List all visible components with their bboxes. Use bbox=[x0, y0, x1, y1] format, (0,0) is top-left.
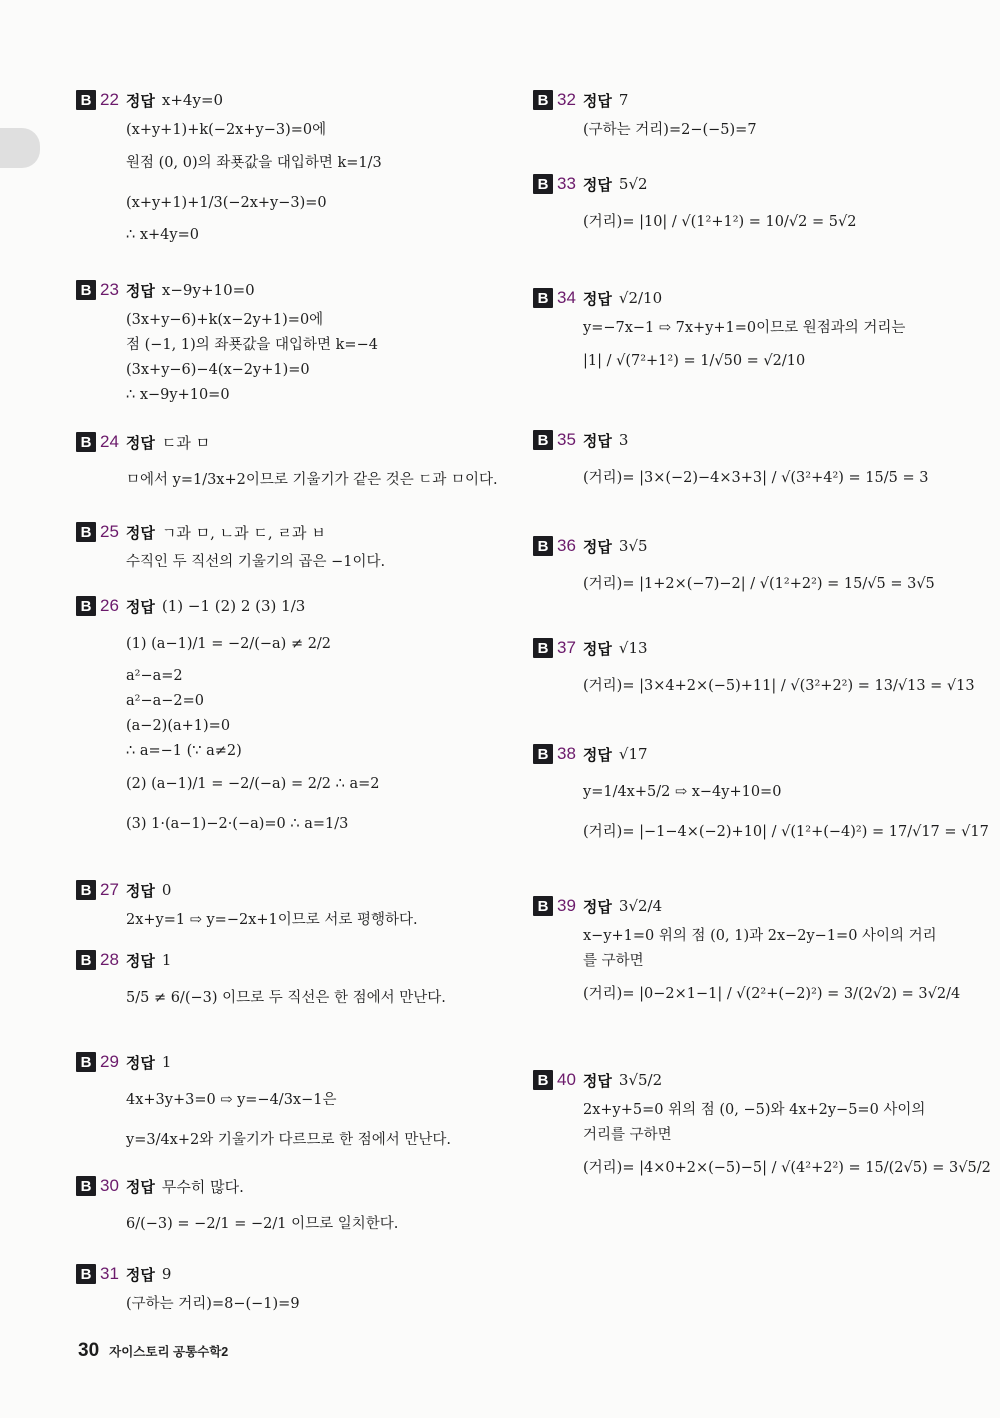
answer-value: x−9y+10=0 bbox=[161, 281, 255, 299]
solution-line: 를 구하면 bbox=[583, 953, 644, 969]
answer-label: 정답 bbox=[582, 432, 612, 450]
edge-tab bbox=[0, 128, 40, 168]
level-badge: B bbox=[533, 1070, 553, 1090]
solution-body bbox=[583, 924, 960, 1014]
solution-line: (3) 1·(a−1)−2·(−a)=0 ∴ a=1/3 bbox=[126, 816, 349, 832]
problem-number: 27 bbox=[100, 880, 119, 899]
solution-line: (a−2)(a+1)=0 bbox=[126, 718, 231, 734]
solution-line: (1) (a−1)/1 = −2/(−a) ≠ 2/2 bbox=[126, 636, 332, 652]
answer-value: 3√2/4 bbox=[618, 897, 663, 915]
problem-header bbox=[533, 534, 935, 558]
level-badge: B bbox=[76, 596, 96, 616]
solution-line: (거리)= |3×4+2×(−5)+11| / √(3²+2²) = 13/√13 = √13 bbox=[583, 678, 975, 694]
problem-header bbox=[533, 88, 757, 112]
problem-29 bbox=[76, 1050, 451, 1160]
problem-number: 40 bbox=[557, 1070, 576, 1089]
level-badge: B bbox=[76, 950, 96, 970]
problem-header bbox=[76, 948, 446, 972]
problem-header bbox=[76, 278, 378, 302]
solution-line: x−y+1=0 위의 점 (0, 1)과 2x−2y−1=0 사이의 거리 bbox=[583, 928, 937, 944]
solution-line: 4x+3y+3=0 ⇨ y=−4/3x−1은 bbox=[126, 1092, 337, 1108]
problem-32 bbox=[533, 88, 757, 143]
solution-line: ∴ a=−1 (∵ a≠2) bbox=[126, 743, 242, 759]
problem-header bbox=[76, 520, 385, 544]
problem-header bbox=[76, 594, 380, 618]
answer-label: 정답 bbox=[582, 898, 612, 916]
answer-label: 정답 bbox=[125, 524, 155, 542]
problem-header bbox=[76, 1262, 300, 1286]
solution-line: (구하는 거리)=8−(−1)=9 bbox=[126, 1296, 300, 1312]
problem-number: 33 bbox=[557, 174, 576, 193]
solution-line: 5/5 ≠ 6/(−3) 이므로 두 직선은 한 점에서 만난다. bbox=[126, 990, 446, 1006]
problem-39 bbox=[533, 894, 960, 1014]
problem-header bbox=[533, 286, 905, 310]
problem-header bbox=[533, 894, 960, 918]
answer-label: 정답 bbox=[582, 538, 612, 556]
problem-30 bbox=[76, 1174, 398, 1244]
solution-body bbox=[126, 1204, 398, 1244]
problem-number: 34 bbox=[557, 288, 576, 307]
solution-body bbox=[126, 460, 498, 500]
problem-number: 24 bbox=[100, 432, 119, 451]
level-badge: B bbox=[76, 432, 96, 452]
page-number: 30 bbox=[78, 1340, 100, 1361]
solution-line: (거리)= |−1−4×(−2)+10| / √(1²+(−4)²) = 17/√17 = √17 bbox=[583, 824, 989, 840]
answer-label: 정답 bbox=[125, 1266, 155, 1284]
problem-28 bbox=[76, 948, 446, 1018]
level-badge: B bbox=[533, 90, 553, 110]
solution-body bbox=[126, 908, 418, 933]
solution-line: (x+y+1)+1/3(−2x+y−3)=0 bbox=[126, 195, 327, 211]
solution-line: (3x+y−6)−4(x−2y+1)=0 bbox=[126, 362, 310, 378]
solution-body bbox=[126, 308, 378, 408]
problem-header bbox=[533, 1068, 991, 1092]
solution-line: 6/(−3) = −2/1 = −2/1 이므로 일치한다. bbox=[126, 1216, 399, 1232]
problem-25 bbox=[76, 520, 385, 575]
solution-line: |1| / √(7²+1²) = 1/√50 = √2/10 bbox=[583, 353, 806, 369]
solution-body bbox=[126, 550, 385, 575]
problem-number: 25 bbox=[100, 522, 119, 541]
level-badge: B bbox=[76, 90, 96, 110]
problem-number: 37 bbox=[557, 638, 576, 657]
problem-22 bbox=[76, 88, 382, 248]
answer-label: 정답 bbox=[125, 434, 155, 452]
solution-line: a²−a−2=0 bbox=[126, 693, 205, 709]
level-badge: B bbox=[76, 522, 96, 542]
solution-line: y=3/4x+2와 기울기가 다르므로 한 점에서 만난다. bbox=[126, 1132, 451, 1148]
page-footer bbox=[78, 1340, 228, 1362]
solution-line: (2) (a−1)/1 = −2/(−a) = 2/2 ∴ a=2 bbox=[126, 776, 380, 792]
answer-value: 1 bbox=[161, 1053, 172, 1071]
solution-line: (거리)= |1+2×(−7)−2| / √(1²+2²) = 15/√5 = 3√5 bbox=[583, 576, 935, 592]
problem-number: 29 bbox=[100, 1052, 119, 1071]
problem-header bbox=[76, 88, 382, 112]
answer-value: 3√5/2 bbox=[618, 1071, 663, 1089]
problem-26 bbox=[76, 594, 380, 844]
problem-31 bbox=[76, 1262, 300, 1317]
answer-label: 정답 bbox=[125, 882, 155, 900]
answer-label: 정답 bbox=[582, 176, 612, 194]
solution-line: 2x+y+5=0 위의 점 (0, −5)와 4x+2y−5=0 사이의 bbox=[583, 1102, 926, 1118]
solution-line: 거리를 구하면 bbox=[583, 1127, 672, 1143]
problem-36 bbox=[533, 534, 935, 604]
answer-value: √2/10 bbox=[618, 289, 663, 307]
answer-value: 9 bbox=[161, 1265, 172, 1283]
answer-label: 정답 bbox=[125, 1054, 155, 1072]
answer-label: 정답 bbox=[582, 92, 612, 110]
answer-label: 정답 bbox=[582, 746, 612, 764]
problem-number: 31 bbox=[100, 1264, 119, 1283]
answer-label: 정답 bbox=[582, 1072, 612, 1090]
problem-header bbox=[533, 428, 928, 452]
solution-line: y=−7x−1 ⇨ 7x+y+1=0이므로 원점과의 거리는 bbox=[583, 320, 906, 336]
solution-body bbox=[583, 666, 975, 706]
problem-number: 26 bbox=[100, 596, 119, 615]
problem-35 bbox=[533, 428, 928, 498]
solution-body bbox=[583, 316, 905, 381]
book-title: 자이스토리 공통수학2 bbox=[109, 1345, 229, 1359]
solution-body bbox=[583, 772, 989, 852]
answer-value: 3√5 bbox=[618, 537, 648, 555]
solution-line: ∴ x+4y=0 bbox=[126, 227, 199, 243]
level-badge: B bbox=[533, 288, 553, 308]
level-badge: B bbox=[533, 174, 553, 194]
problem-33 bbox=[533, 172, 856, 242]
solution-body bbox=[583, 1098, 991, 1188]
problem-header bbox=[76, 878, 418, 902]
problem-number: 28 bbox=[100, 950, 119, 969]
solution-line: 원점 (0, 0)의 좌푯값을 대입하면 k=1/3 bbox=[126, 155, 382, 171]
problem-header bbox=[533, 172, 856, 196]
level-badge: B bbox=[76, 880, 96, 900]
answer-value: ㄷ과 ㅁ bbox=[161, 433, 211, 452]
solution-body bbox=[126, 1080, 451, 1160]
solution-body bbox=[126, 978, 446, 1018]
solution-line: (3x+y−6)+k(x−2y+1)=0에 bbox=[126, 312, 324, 328]
problem-number: 23 bbox=[100, 280, 119, 299]
answer-label: 정답 bbox=[125, 1178, 155, 1196]
solution-body bbox=[126, 624, 380, 844]
answer-value: x+4y=0 bbox=[161, 91, 224, 109]
solution-body bbox=[126, 118, 382, 248]
problem-header bbox=[533, 742, 989, 766]
answer-value: 1 bbox=[161, 951, 172, 969]
answer-label: 정답 bbox=[582, 640, 612, 658]
problem-number: 32 bbox=[557, 90, 576, 109]
answer-label: 정답 bbox=[125, 598, 155, 616]
problem-23 bbox=[76, 278, 378, 408]
problem-number: 22 bbox=[100, 90, 119, 109]
level-badge: B bbox=[533, 744, 553, 764]
solution-line: (거리)= |10| / √(1²+1²) = 10/√2 = 5√2 bbox=[583, 214, 857, 230]
solution-line: a²−a=2 bbox=[126, 668, 183, 684]
solution-line: (거리)= |3×(−2)−4×3+3| / √(3²+4²) = 15/5 = 3 bbox=[583, 470, 929, 486]
answer-value: (1) −1 (2) 2 (3) 1/3 bbox=[161, 597, 306, 615]
problem-header bbox=[76, 430, 498, 454]
level-badge: B bbox=[533, 638, 553, 658]
problem-40 bbox=[533, 1068, 991, 1188]
solution-line: 점 (−1, 1)의 좌푯값을 대입하면 k=−4 bbox=[126, 337, 378, 353]
problem-header bbox=[76, 1174, 398, 1198]
answer-value: 5√2 bbox=[618, 175, 648, 193]
solution-body bbox=[583, 202, 856, 242]
level-badge: B bbox=[76, 1176, 96, 1196]
solution-line: (거리)= |4×0+2×(−5)−5| / √(4²+2²) = 15/(2√5) = 3√5/2 bbox=[583, 1160, 991, 1176]
solution-body bbox=[583, 564, 935, 604]
level-badge: B bbox=[76, 1264, 96, 1284]
problem-number: 30 bbox=[100, 1176, 119, 1195]
solution-line: ∴ x−9y+10=0 bbox=[126, 387, 230, 403]
answer-label: 정답 bbox=[125, 282, 155, 300]
answer-value: 7 bbox=[618, 91, 629, 109]
answer-label: 정답 bbox=[582, 290, 612, 308]
problem-number: 35 bbox=[557, 430, 576, 449]
answer-value: 무수히 많다. bbox=[161, 1177, 244, 1196]
problem-38 bbox=[533, 742, 989, 852]
level-badge: B bbox=[533, 536, 553, 556]
answer-value: 3 bbox=[618, 431, 629, 449]
answer-value: ㄱ과 ㅁ, ㄴ과 ㄷ, ㄹ과 ㅂ bbox=[161, 523, 326, 542]
level-badge: B bbox=[533, 896, 553, 916]
problem-header bbox=[76, 1050, 451, 1074]
problem-number: 36 bbox=[557, 536, 576, 555]
answer-value: √17 bbox=[618, 745, 648, 763]
solution-line: (구하는 거리)=2−(−5)=7 bbox=[583, 122, 757, 138]
solution-line: 수직인 두 직선의 기울기의 곱은 −1이다. bbox=[126, 554, 386, 570]
problem-number: 38 bbox=[557, 744, 576, 763]
answer-label: 정답 bbox=[125, 952, 155, 970]
solution-body bbox=[583, 118, 757, 143]
problem-number: 39 bbox=[557, 896, 576, 915]
answer-value: 0 bbox=[161, 881, 172, 899]
solution-line: (x+y+1)+k(−2x+y−3)=0에 bbox=[126, 122, 327, 138]
solution-line: ㅁ에서 y=1/3x+2이므로 기울기가 같은 것은 ㄷ과 ㅁ이다. bbox=[126, 472, 498, 488]
problem-34 bbox=[533, 286, 905, 381]
solution-line: 2x+y=1 ⇨ y=−2x+1이므로 서로 평행하다. bbox=[126, 912, 418, 928]
level-badge: B bbox=[76, 280, 96, 300]
answer-label: 정답 bbox=[125, 92, 155, 110]
solution-body bbox=[126, 1292, 300, 1317]
level-badge: B bbox=[76, 1052, 96, 1072]
solution-line: (거리)= |0−2×1−1| / √(2²+(−2)²) = 3/(2√2) = 3√2/4 bbox=[583, 986, 961, 1002]
problem-37 bbox=[533, 636, 975, 706]
solution-body bbox=[583, 458, 928, 498]
problem-header bbox=[533, 636, 975, 660]
problem-27 bbox=[76, 878, 418, 933]
level-badge: B bbox=[533, 430, 553, 450]
solution-line: y=1/4x+5/2 ⇨ x−4y+10=0 bbox=[583, 784, 782, 800]
problem-24 bbox=[76, 430, 498, 500]
answer-value: √13 bbox=[618, 639, 648, 657]
